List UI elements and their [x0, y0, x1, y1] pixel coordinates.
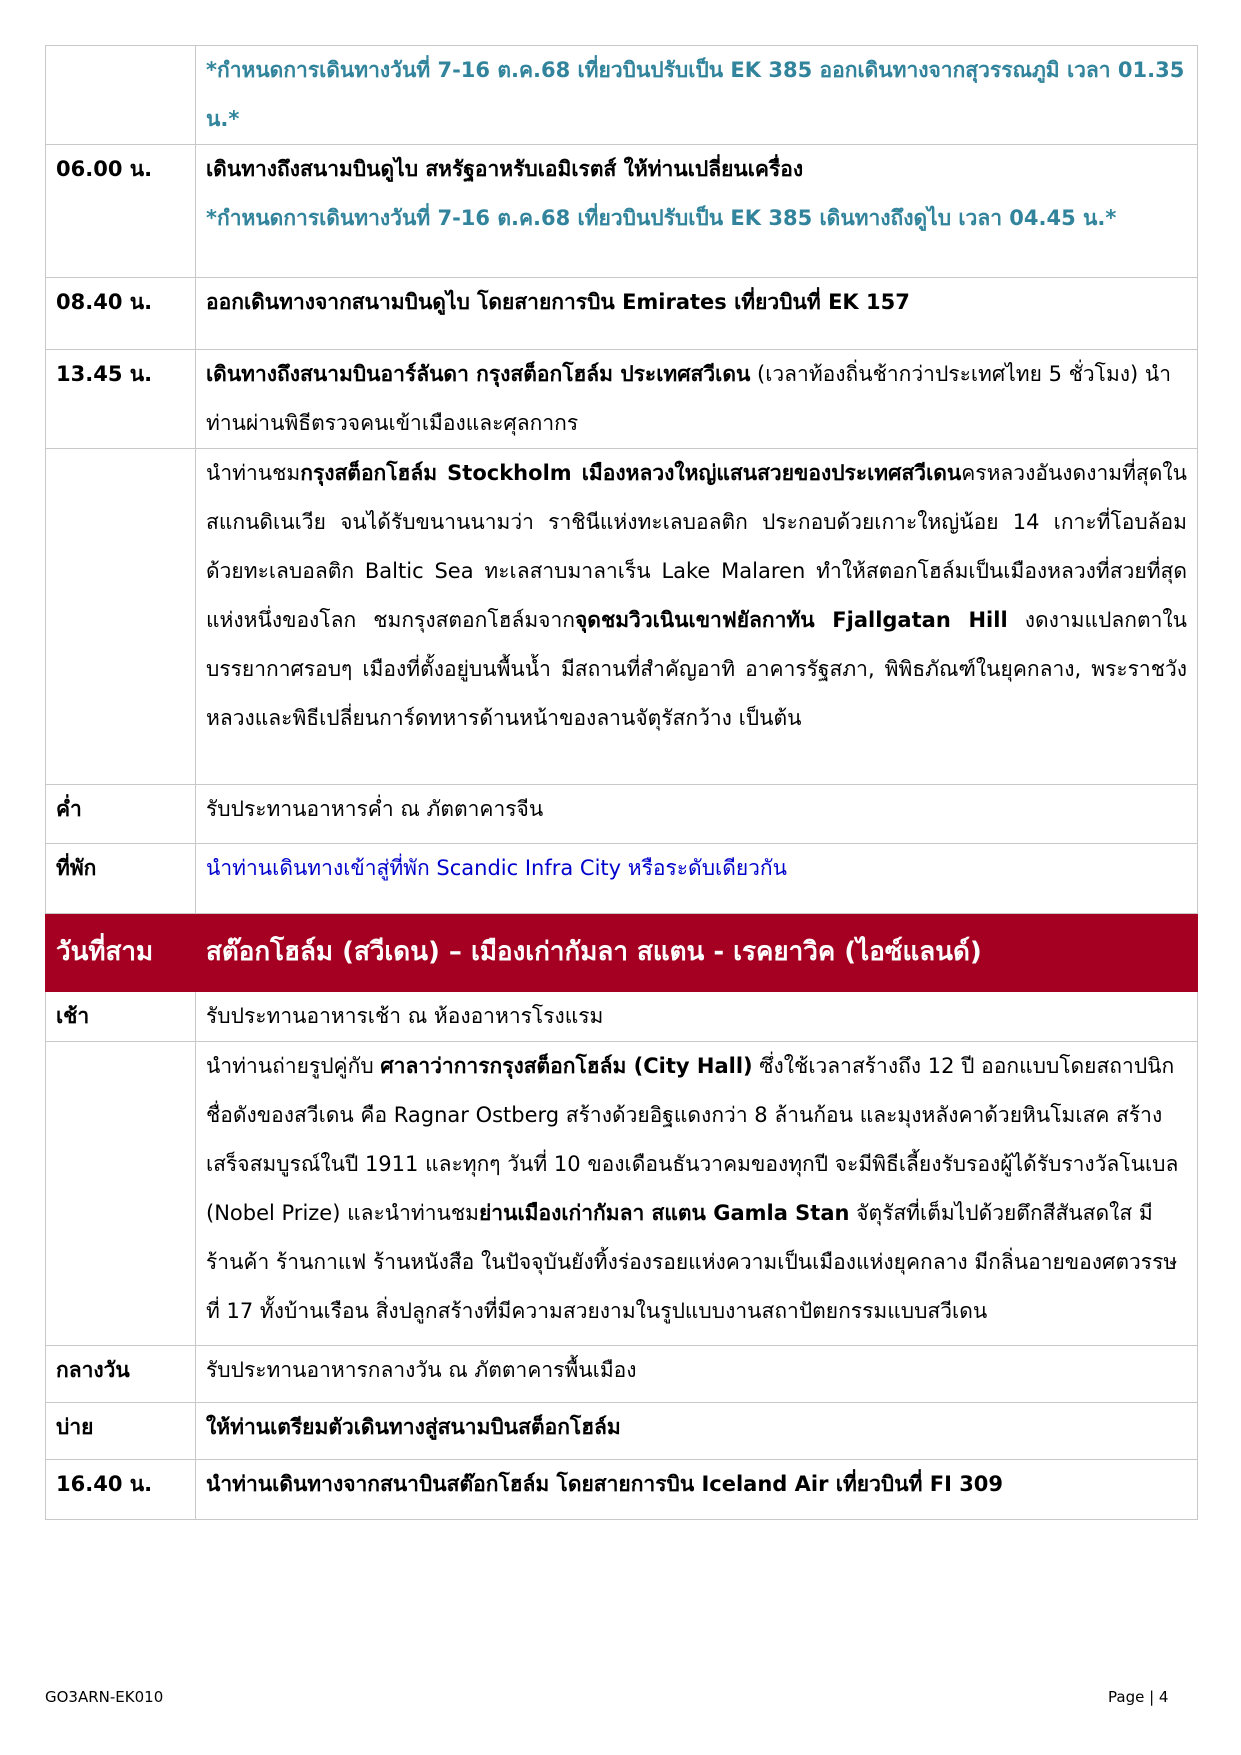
itinerary-row [46, 844, 1198, 914]
description-cell [196, 844, 1198, 914]
time-cell: ค่ำ [46, 785, 196, 844]
description-line [206, 844, 1187, 893]
description-line [206, 785, 1187, 834]
itinerary-table [45, 45, 1198, 1520]
text-segment: ออกเดินทางจากสนามบินดูไบ โดยสายการบิน Emirates เที่ยวบินที่ EK 157 [206, 290, 910, 314]
itinerary-row [46, 1460, 1198, 1520]
itinerary-row [46, 785, 1198, 844]
description-line [206, 350, 1187, 448]
itinerary-row [46, 145, 1198, 278]
time-cell: บ่าย [46, 1403, 196, 1460]
time-cell: 13.45 น. [46, 350, 196, 449]
text-segment: จัตุรัสที่เต็มไปด้วยตึกสีสันสดใส มีร้านค้า ร้านกาแฟ ร้านหนังสือ ในปัจจุบันยังทิ้งร่องรอยแห่งความเป็นเมืองแห่งยุคกลาง มีกลิ่นอายของศตวรรษที่ 17 ทั้งบ้านเรือน สิ่งปลูกสร้างที่มีความสวยงามในรูปแบบงานสถาปัตยกรรมแบบสวีเดน [206, 1201, 1178, 1323]
itinerary-row [46, 1346, 1198, 1403]
day-header-row [46, 914, 1198, 992]
description-line [206, 194, 1187, 243]
day-title: สต๊อกโฮล์ม (สวีเดน) – เมืองเก่ากัมลา สแตน - เรคยาวิค (ไอซ์แลนด์) [196, 914, 1198, 992]
time-cell: 16.40 น. [46, 1460, 196, 1520]
text-segment: ซึ่งใช้เวลาสร้างถึง 12 ปี ออกแบบโดยสถาปนิกชื่อดังของสวีเดน คือ Ragnar Ostberg สร้างด้วยอิฐแดงกว่า 8 ล้านก้อน และมุงหลังคาด้วยหินโมเสค สร้างเสร็จสมบูรณ์ในปี 1911 และทุกๆ วันที่ 10 ของเดือนธันวาคมของทุกปี จะมีพิธีเลี้ยงรับรองผู้ได้รับรางวัลโนเบล (Nobel Prize) และนำท่านชม [206, 1054, 1179, 1225]
text-segment: จุดชมวิวเนินเขาฟยัลกาทัน Fjallgatan Hill [575, 608, 1008, 632]
time-cell: 08.40 น. [46, 278, 196, 350]
description-line [206, 1346, 1187, 1395]
description-cell [196, 1042, 1198, 1346]
day-label: วันที่สาม [46, 914, 196, 992]
text-segment: นำท่านเดินทางเข้าสู่ที่พัก Scandic Infra City หรือระดับเดียวกัน [206, 856, 788, 880]
text-segment: *กำหนดการเดินทางวันที่ 7-16 ต.ค.68 เที่ยวบินปรับเป็น EK 385 ออกเดินทางจากสุวรรณภูมิ เวลา 01.35 น.* [206, 58, 1185, 131]
itinerary-row [46, 350, 1198, 449]
text-segment: กรุงสต็อกโฮล์ม Stockholm เมืองหลวงใหญ่แสนสวยของประเทศสวีเดน [300, 461, 962, 485]
description-cell [196, 449, 1198, 785]
description-cell [196, 46, 1198, 145]
text-segment: นำท่านชม [206, 461, 301, 485]
time-cell [46, 46, 196, 145]
time-cell: 06.00 น. [46, 145, 196, 278]
text-segment: รับประทานอาหารค่ำ ณ ภัตตาคารจีน [206, 797, 544, 821]
itinerary-row [46, 1042, 1198, 1346]
text-segment: นำท่านถ่ายรูปคู่กับ [206, 1054, 381, 1078]
text-segment: เดินทางถึงสนามบินดูไบ สหรัฐอาหรับเอมิเรตส์ ให้ท่านเปลี่ยนเครื่อง [206, 157, 804, 181]
description-cell [196, 1460, 1198, 1520]
time-cell [46, 449, 196, 785]
description-cell [196, 785, 1198, 844]
description-line [206, 992, 1187, 1041]
text-segment: *กำหนดการเดินทางวันที่ 7-16 ต.ค.68 เที่ยวบินปรับเป็น EK 385 เดินทางถึงดูไบ เวลา 04.45 น.* [206, 206, 1117, 230]
description-line [206, 278, 1187, 327]
description-line [206, 1042, 1187, 1336]
text-segment: รับประทานอาหารกลางวัน ณ ภัตตาคารพื้นเมือง [206, 1358, 637, 1382]
footer-code: GO3ARN-EK010 [45, 1688, 164, 1706]
text-segment: เดินทางถึงสนามบินอาร์ลันดา กรุงสต็อกโฮล์ม ประเทศสวีเดน [206, 362, 751, 386]
itinerary-row [46, 992, 1198, 1042]
description-cell [196, 1346, 1198, 1403]
description-line [206, 1403, 1187, 1452]
itinerary-row [46, 46, 1198, 145]
itinerary-row [46, 1403, 1198, 1460]
text-segment: รับประทานอาหารเช้า ณ ห้องอาหารโรงแรม [206, 1004, 604, 1028]
description-line [206, 449, 1187, 743]
description-line [206, 46, 1187, 144]
description-line [206, 145, 1187, 194]
time-cell: กลางวัน [46, 1346, 196, 1403]
text-segment: ศาลาว่าการกรุงสต็อกโฮล์ม (City Hall) [380, 1054, 753, 1078]
description-cell [196, 278, 1198, 350]
description-cell [196, 145, 1198, 278]
text-segment: งดงามแปลกตาในบรรยากาศรอบๆ เมืองที่ตั้งอยู่บนพื้นน้ำ มีสถานที่สำคัญอาทิ อาคารรัฐสภา, พิพิธภัณฑ์ในยุคกลาง, พระราชวังหลวงและพิธีเปลี่ยนการ์ดทหารด้านหน้าของลานจัตุรัสกว้าง เป็นต้น [206, 608, 1187, 730]
itinerary-row [46, 449, 1198, 785]
description-cell [196, 992, 1198, 1042]
time-cell: เช้า [46, 992, 196, 1042]
itinerary-row [46, 278, 1198, 350]
description-cell [196, 1403, 1198, 1460]
text-segment: ย่านเมืองเก่ากัมลา สแตน Gamla Stan [479, 1201, 850, 1225]
description-line [206, 1460, 1187, 1509]
text-segment: ครหลวงอันงดงามที่สุดในสแกนดิเนเวีย จนได้รับขนานนามว่า ราชินีแห่งทะเลบอลติก ประกอบด้วยเกาะใหญ่น้อย 14 เกาะที่โอบล้อมด้วยทะเลบอลติก Baltic Sea ทะเลสาบมาลาเร็น Lake Malaren ทำให้สตอกโฮล์มเป็นเมืองหลวงที่สวยที่สุดแห่งหนึ่งของโลก ชมกรุงสตอกโฮล์มจาก [206, 461, 1187, 632]
text-segment: (เวลาท้องถิ่นช้ากว่าประเทศไทย 5 ชั่วโมง) นำท่านผ่านพิธีตรวจคนเข้าเมืองและศุลกากร [206, 362, 1172, 435]
itinerary-body [46, 46, 1198, 1520]
footer-page-number: Page | 4 [1108, 1688, 1169, 1706]
text-segment: ให้ท่านเตรียมตัวเดินทางสู่สนามบินสต็อกโฮล์ม [206, 1415, 621, 1439]
text-segment: นำท่านเดินทางจากสนาบินสต๊อกโฮล์ม โดยสายการบิน Iceland Air เที่ยวบินที่ FI 309 [206, 1472, 1004, 1496]
time-cell: ที่พัก [46, 844, 196, 914]
time-cell [46, 1042, 196, 1346]
description-cell [196, 350, 1198, 449]
